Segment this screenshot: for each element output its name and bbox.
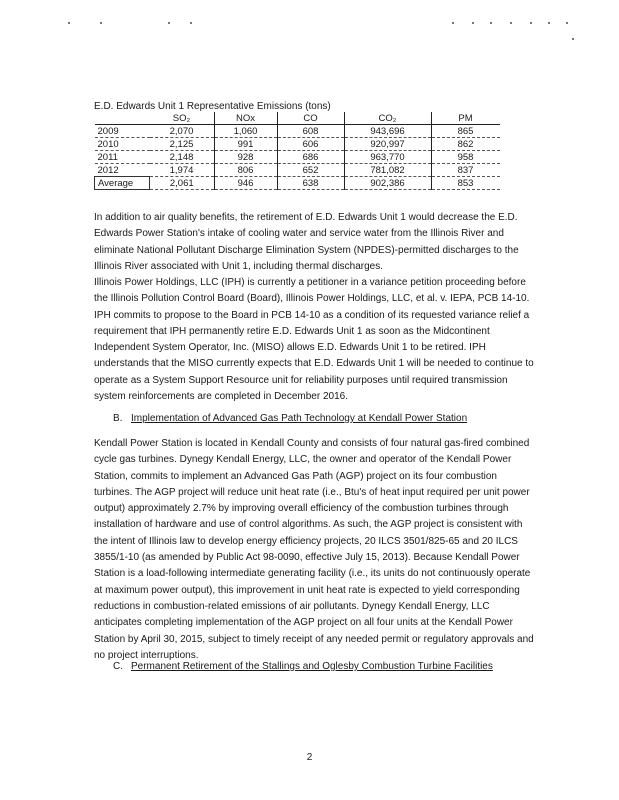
table-caption: E.D. Edwards Unit 1 Representative Emissions (tons) [94,101,331,112]
table-row [95,138,500,151]
table-header-row [95,112,500,125]
table-cell: 652 [277,164,344,177]
section-c-heading [113,661,493,672]
table-header-cell [95,112,150,125]
section-c-letter: C. [113,661,123,672]
table-cell: 606 [277,138,344,151]
paragraph-water-intake: In addition to air quality benefits, the retirement of E.D. Edwards Unit 1 would decrease the E.D. Edwards Power Station's intake of cooling water and service water from the Illinois River and eliminate National Pollutant Discharge Elimination System (NPDES)-permitted discharges to the Illinois River associated with Unit 1, including thermal discharges. [94,212,519,272]
table-cell: 853 [431,177,500,190]
table-cell: 902,386 [344,177,431,190]
table-cell: 1,060 [214,125,277,138]
table-header-cell: CO₂ [344,112,431,125]
table-cell: 608 [277,125,344,138]
table-row-average [95,177,500,190]
table-cell: 2,061 [150,177,215,190]
table-cell: 2,125 [150,138,215,151]
table-cell: 2012 [95,164,150,177]
section-c-title: Permanent Retirement of the Stallings and Oglesby Combustion Turbine Facilities [131,661,493,672]
table-row [95,151,500,164]
table-cell: 920,997 [344,138,431,151]
section-b-title: Implementation of Advanced Gas Path Technology at Kendall Power Station [131,413,468,424]
table-cell: 865 [431,125,500,138]
table-cell: 806 [214,164,277,177]
section-b-heading [113,413,467,424]
table-header-cell: NOx [214,112,277,125]
table-cell: 946 [214,177,277,190]
table-cell: 837 [431,164,500,177]
table-cell: 638 [277,177,344,190]
table-cell: 963,770 [344,151,431,164]
page-number: 2 [306,752,313,763]
table-cell: 1,974 [150,164,215,177]
paragraph-iph-variance: Illinois Power Holdings, LLC (IPH) is currently a petitioner in a variance petition proceeding before the Illinois Pollution Control Board (Board), Illinois Power Holdings, LLC, et al. v. IEPA, PCB 14-10. IPH commits to propose to the Board in PCB 14-10 as a condition of its requested variance relief a requirement that IPH permanently retire E.D. Edwards Unit 1 as soon as the Midcontinent Independent System Operator, Inc. (MISO) allows E.D. Edwards Unit 1 to be retired. IPH understands that the MISO currently expects that E.D. Edwards Unit 1 will be needed to continue to operate as a System Support Resource unit for reliability purposes until required transmission system reinforcements are completed in December 2016. [94,277,534,403]
emissions-table [94,112,500,190]
paragraph-kendall-agp: Kendall Power Station is located in Kendall County and consists of four natural gas-fired combined cycle gas turbines. Dynegy Kendall Energy, LLC, the owner and operator of the Kendall Power Station, commits to implement an Advanced Gas Path (AGP) project on its four combustion turbines. The AGP project will reduce unit heat rate (i.e., Btu's of heat input required per unit power output) approximately 2.7% by improving overall efficiency of the combustion turbines through installation of hardware and use of control algorithms. As such, the AGP project is consistent with the intent of Illinois law to develop energy efficiency projects, 20 ILCS 3501/825-65 and 20 ILCS 3855/1-10 (as amended by Public Act 98-0090, effective July 15, 2013). Because Kendall Power Station is a load-following intermediate generating facility (i.e., its units do not continuously operate at maximum power output), this improvement in unit heat rate is expected to yield corresponding reductions in combustion-related emissions of air pollutants. Dynegy Kendall Energy, LLC anticipates completing implementation of the AGP project on all four units at the Kendall Power Station by April 30, 2015, subject to timely receipt of any needed permit or regulatory approvals and no project interruptions. [94,438,534,661]
table-cell: 943,696 [344,125,431,138]
table-cell: 958 [431,151,500,164]
table-header-cell: CO [277,112,344,125]
table-cell: 2011 [95,151,150,164]
scan-artifact-top [0,22,619,23]
table-cell: 781,082 [344,164,431,177]
table-cell: 2009 [95,125,150,138]
table-cell: 928 [214,151,277,164]
table-row [95,164,500,177]
table-cell: 2,148 [150,151,215,164]
table-cell: 686 [277,151,344,164]
table-cell: 991 [214,138,277,151]
table-cell: 2,070 [150,125,215,138]
table-row [95,125,500,138]
table-cell: 862 [431,138,500,151]
table-cell: 2010 [95,138,150,151]
table-cell: Average [95,177,150,190]
table-header-cell: PM [431,112,500,125]
section-b-letter: B. [113,413,123,424]
table-header-cell: SO₂ [150,112,215,125]
